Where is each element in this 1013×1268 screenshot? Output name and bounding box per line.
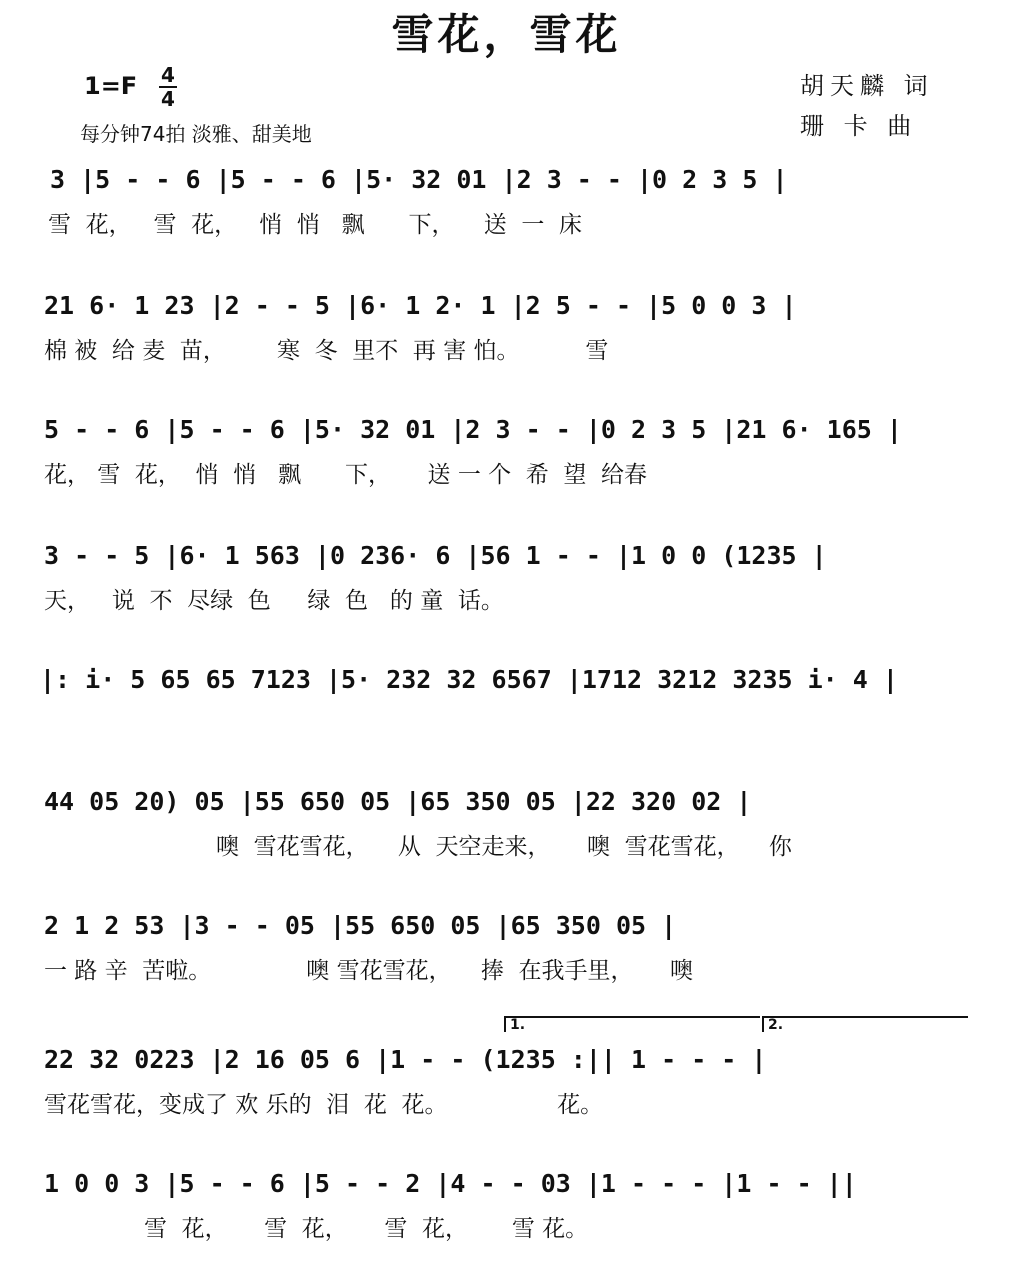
notation-line: 22 32 0223 |2 16 05 6 |1 - - (1235 :|| 1 - - - | (44, 1045, 767, 1074)
notation-line: 2 1 2 53 |3 - - 05 |55 650 05 |65 350 05 | (44, 911, 677, 940)
notation-line: 5 - - 6 |5 - - 6 |5· 32 01 |2 3 - - |0 2 3 5 |21 6· 165 | (44, 415, 902, 444)
first-ending-bracket (504, 1016, 760, 1032)
second-ending-bracket (762, 1016, 968, 1032)
song-title: 雪花，雪花 (391, 10, 622, 59)
notation-line: 44 05 20) 05 |55 650 05 |65 350 05 |22 320 02 | (44, 787, 752, 816)
lyricist-credit: 胡天麟 词 (800, 72, 934, 100)
notation-line: 21 6· 1 23 |2 - - 5 |6· 1 2· 1 |2 5 - - |5 0 0 3 | (44, 291, 797, 320)
notation-line: 3 |5 - - 6 |5 - - 6 |5· 32 01 |2 3 - - |0 2 3 5 | (50, 165, 788, 194)
lyric-line: 雪 花， 雪 花， 悄 悄 飘 下， 送 一 床 (48, 212, 583, 238)
lyric-line: 天， 说 不 尽绿 色 绿 色 的 童 话。 (44, 588, 504, 614)
notation-line: |: i· 5 65 65 7123 |5· 232 32 6567 |1712 3212 3235 i· 4 | (40, 665, 898, 694)
lyric-line: 花， 雪 花， 悄 悄 飘 下， 送 一 个 希 望 给春 (44, 462, 648, 488)
volta-label-1: 1. (510, 1017, 526, 1033)
lyric-line: 雪 花， 雪 花， 雪 花， 雪 花。 (144, 1216, 589, 1242)
meter-top: 4 (161, 63, 175, 87)
lyric-line: 噢 雪花雪花， 从 天空走来， 噢 雪花雪花， 你 (216, 834, 792, 860)
notation-line: 3 - - 5 |6· 1 563 |0 236· 6 |56 1 - - |1 0 0 (1235 | (44, 541, 827, 570)
meter-bottom: 4 (161, 87, 175, 111)
tempo-marking: 每分钟74拍 淡雅、甜美地 (80, 122, 312, 146)
lyric-line: 雪花雪花，变成了 欢 乐的 泪 花 花。 花。 (44, 1092, 604, 1118)
notation-line: 1 0 0 3 |5 - - 6 |5 - - 2 |4 - - 03 |1 - - - |1 - - || (44, 1169, 857, 1198)
key-signature: 1=F (84, 72, 138, 100)
composer-credit: 珊 卡 曲 (800, 112, 918, 140)
volta-label-2: 2. (768, 1017, 784, 1033)
lyric-line: 一 路 辛 苦啦。 噢 雪花雪花， 捧 在我手里， 噢 (44, 958, 694, 984)
time-signature (158, 64, 178, 110)
lyric-line: 棉 被 给 麦 苗， 寒 冬 里不 再 害 怕。 雪 (44, 338, 609, 364)
